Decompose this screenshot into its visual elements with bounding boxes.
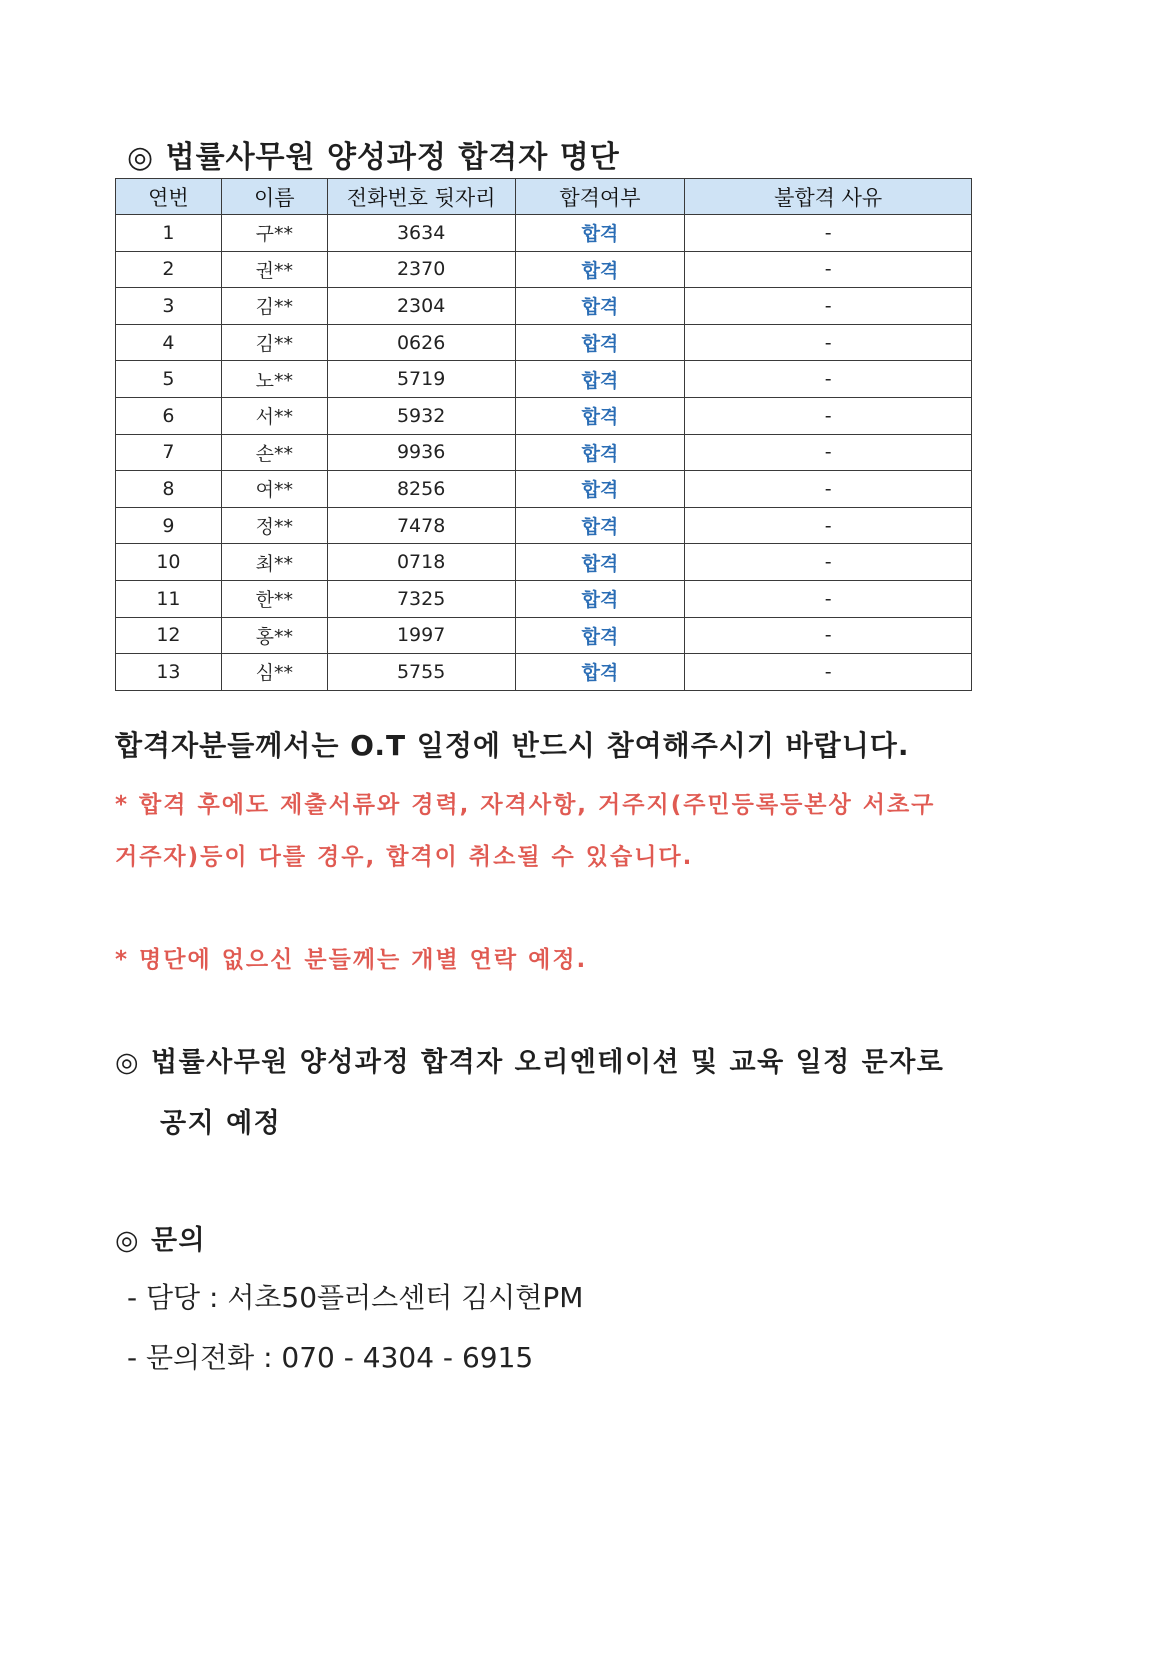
inquiry-title: ◎ 문의 — [115, 1225, 207, 1256]
table-row — [116, 654, 972, 691]
cell-phone-last-digits: 2304 — [327, 288, 515, 325]
cell-pass-status: 합격 — [515, 544, 685, 581]
cell-number: 7 — [116, 434, 222, 471]
cell-fail-reason: - — [685, 617, 972, 654]
cell-number: 1 — [116, 215, 222, 252]
cell-fail-reason: - — [685, 251, 972, 288]
table-row — [116, 397, 972, 434]
cell-fail-reason: - — [685, 471, 972, 508]
cell-pass-status: 합격 — [515, 617, 685, 654]
cell-phone-last-digits: 5719 — [327, 361, 515, 398]
header-name: 이름 — [221, 179, 327, 215]
table-row — [116, 617, 972, 654]
cell-pass-status: 합격 — [515, 654, 685, 691]
cell-phone-last-digits: 5755 — [327, 654, 515, 691]
table-row — [116, 507, 972, 544]
pass-roster-table — [115, 178, 972, 691]
table-row — [116, 251, 972, 288]
table-row — [116, 580, 972, 617]
cell-pass-status: 합격 — [515, 215, 685, 252]
cell-fail-reason: - — [685, 434, 972, 471]
cell-phone-last-digits: 8256 — [327, 471, 515, 508]
orientation-title-line-1: ◎ 법률사무원 양성과정 합격자 오리엔테이션 및 교육 일정 문자로 — [115, 1047, 945, 1078]
table-header-row — [116, 179, 972, 215]
cell-name: 김** — [221, 288, 327, 325]
cell-fail-reason: - — [685, 324, 972, 361]
cell-number: 10 — [116, 544, 222, 581]
table-row — [116, 544, 972, 581]
table-row — [116, 215, 972, 252]
cancellation-warning-line-2: 거주자)등이 다를 경우, 합격이 취소될 수 있습니다. — [115, 844, 694, 870]
cell-name: 여** — [221, 471, 327, 508]
table-row — [116, 361, 972, 398]
header-pass-status: 합격여부 — [515, 179, 685, 215]
table-row — [116, 471, 972, 508]
cell-name: 최** — [221, 544, 327, 581]
cell-phone-last-digits: 0626 — [327, 324, 515, 361]
cell-phone-last-digits: 1997 — [327, 617, 515, 654]
cell-pass-status: 합격 — [515, 251, 685, 288]
ot-attendance-notice: 합격자분들께서는 O.T 일정에 반드시 참여해주시기 바랍니다. — [115, 729, 910, 762]
cell-name: 심** — [221, 654, 327, 691]
contact-person: - 담당 : 서초50플러스센터 김시현PM — [127, 1281, 584, 1314]
contact-phone: - 문의전화 : 070 - 4304 - 6915 — [127, 1341, 534, 1374]
cell-phone-last-digits: 0718 — [327, 544, 515, 581]
cell-name: 김** — [221, 324, 327, 361]
cell-phone-last-digits: 2370 — [327, 251, 515, 288]
cell-number: 8 — [116, 471, 222, 508]
cell-name: 서** — [221, 397, 327, 434]
cell-pass-status: 합격 — [515, 434, 685, 471]
cell-fail-reason: - — [685, 361, 972, 398]
cell-number: 4 — [116, 324, 222, 361]
cell-number: 12 — [116, 617, 222, 654]
cell-number: 6 — [116, 397, 222, 434]
orientation-title-line-2: 공지 예정 — [160, 1108, 282, 1139]
cell-pass-status: 합격 — [515, 580, 685, 617]
cell-pass-status: 합격 — [515, 507, 685, 544]
cell-number: 11 — [116, 580, 222, 617]
cell-phone-last-digits: 7478 — [327, 507, 515, 544]
cell-fail-reason: - — [685, 507, 972, 544]
cell-pass-status: 합격 — [515, 324, 685, 361]
cell-phone-last-digits: 7325 — [327, 580, 515, 617]
cell-name: 정** — [221, 507, 327, 544]
cell-number: 9 — [116, 507, 222, 544]
header-phone-last-digits: 전화번호 뒷자리 — [327, 179, 515, 215]
cell-fail-reason: - — [685, 580, 972, 617]
cell-number: 5 — [116, 361, 222, 398]
header-number: 연번 — [116, 179, 222, 215]
cell-fail-reason: - — [685, 288, 972, 325]
cell-pass-status: 합격 — [515, 471, 685, 508]
header-fail-reason: 불합격 사유 — [685, 179, 972, 215]
cell-number: 2 — [116, 251, 222, 288]
cell-fail-reason: - — [685, 654, 972, 691]
cell-name: 구** — [221, 215, 327, 252]
cell-name: 홍** — [221, 617, 327, 654]
cell-number: 3 — [116, 288, 222, 325]
cell-phone-last-digits: 5932 — [327, 397, 515, 434]
cell-pass-status: 합격 — [515, 288, 685, 325]
roster-title: ◎ 법률사무원 양성과정 합격자 명단 — [127, 140, 620, 175]
cell-name: 손** — [221, 434, 327, 471]
cell-fail-reason: - — [685, 397, 972, 434]
cell-name: 노** — [221, 361, 327, 398]
table-row — [116, 288, 972, 325]
cell-pass-status: 합격 — [515, 361, 685, 398]
cell-name: 권** — [221, 251, 327, 288]
cell-pass-status: 합격 — [515, 397, 685, 434]
cell-name: 한** — [221, 580, 327, 617]
table-row — [116, 324, 972, 361]
individual-contact-notice: * 명단에 없으신 분들께는 개별 연락 예정. — [115, 947, 588, 973]
cancellation-warning-line-1: * 합격 후에도 제출서류와 경력, 자격사항, 거주지(주민등록등본상 서초구 — [115, 792, 936, 818]
table-row — [116, 434, 972, 471]
cell-fail-reason: - — [685, 544, 972, 581]
cell-number: 13 — [116, 654, 222, 691]
cell-phone-last-digits: 9936 — [327, 434, 515, 471]
cell-phone-last-digits: 3634 — [327, 215, 515, 252]
cell-fail-reason: - — [685, 215, 972, 252]
